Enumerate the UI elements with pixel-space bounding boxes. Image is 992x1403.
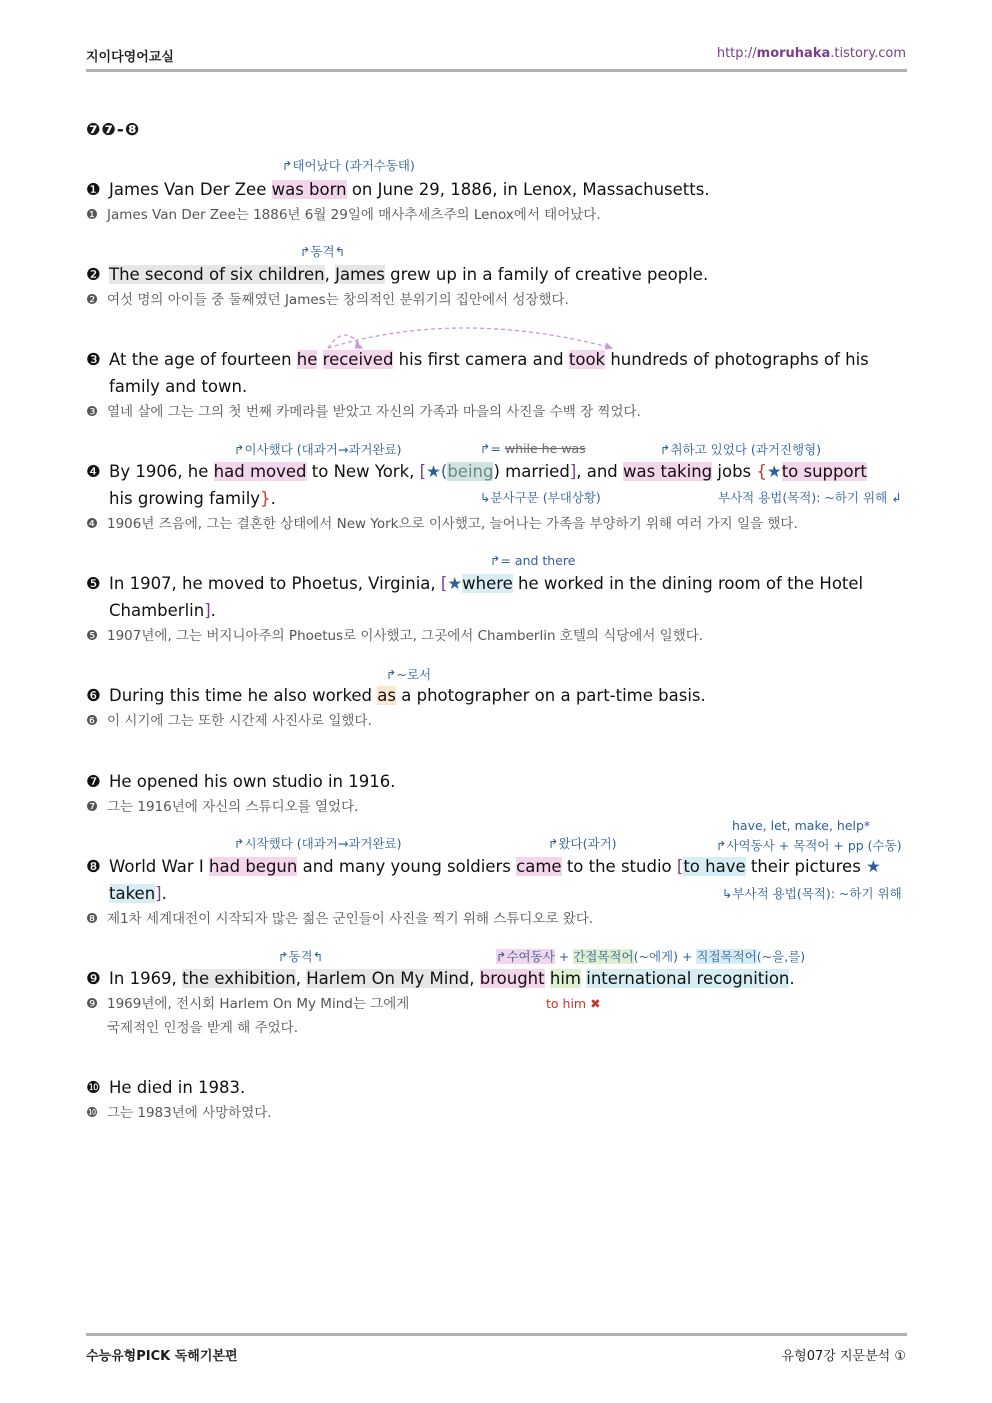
note-s8-d: ↱사역동사 + 목적어 + pp (수동): [716, 838, 902, 853]
url-suffix: .tistory.com: [830, 46, 906, 61]
note-s8-a: ↱시작했다 (대과거→과거완료): [234, 836, 402, 851]
header-divider: [86, 69, 907, 72]
note-s8-b: ↱왔다(과거): [548, 836, 617, 851]
note-s8-e: ↳부사적 용법(목적): ~하기 위해: [722, 886, 902, 901]
sentence-1-ko: ❶ James Van Der Zee는 1886년 6월 29일에 매사추세츠주의 Lenox에서 태어났다.: [86, 207, 601, 223]
sentence-7-en: ❼ He opened his own studio in 1916.: [86, 772, 396, 791]
url-bold: moruhaka: [756, 46, 831, 61]
sentence-3-ko: ❸ 열네 살에 그는 그의 첫 번째 카메라를 받았고 자신의 가족과 마을의 사진을 수백 장 찍었다.: [86, 404, 641, 420]
sentence-9-ko-cont: 국제적인 인정을 받게 해 주었다.: [107, 1020, 298, 1036]
note-s9-a: ↱동격↰: [278, 949, 324, 964]
sentence-8-en-cont: taken].: [109, 884, 167, 903]
sentence-10-ko: ❿ 그는 1983년에 사망하였다.: [86, 1105, 272, 1121]
footer-lesson: 유형07강 지문분석 ①: [781, 1349, 906, 1364]
sentence-5-en: ❺ In 1907, he moved to Phoetus, Virginia, [★where he worked in the dining room of the Hotel: [86, 574, 864, 593]
note-s8-c: have, let, make, help*: [732, 818, 871, 833]
sentence-4-en: ❹ By 1906, he had moved to New York, [★(being) married], and was taking jobs {★to support: [86, 462, 867, 481]
note-s2: ↱동격↰: [300, 244, 346, 259]
sentence-2-ko: ❷ 여섯 명의 아이들 중 둘째였던 James는 창의적인 분위기의 집안에서 성장했다.: [86, 292, 569, 308]
sentence-10-en: ❿ He died in 1983.: [86, 1078, 246, 1097]
note-s4-b: ↱= while he was: [480, 441, 586, 456]
sentence-6-en: ❻ During this time he also worked as a photographer on a part-time basis.: [86, 686, 706, 705]
note-s6: ↱~로서: [386, 667, 432, 682]
note-s4-e: 부사적 용법(목적): ~하기 위해 ↲: [718, 490, 902, 505]
header-url[interactable]: [717, 46, 906, 61]
section-tag: ❼❼-❽: [86, 120, 141, 140]
footer-book-title: 수능유형PICK 독해기본편: [86, 1349, 238, 1364]
sentence-5-en-cont: Chamberlin].: [109, 601, 216, 620]
sentence-3-en-cont: family and town.: [109, 377, 248, 396]
sentence-4-en-cont: his growing family}.: [109, 489, 276, 508]
note-s9-red: to him ✖: [546, 996, 601, 1011]
sentence-8-ko: ❽ 제1차 세계대전이 시작되자 많은 젊은 군인들이 사진을 찍기 위해 스튜디오로 왔다.: [86, 911, 594, 927]
sentence-4-ko: ❹ 1906년 즈음에, 그는 결혼한 상태에서 New York으로 이사했고, 늘어나는 가족을 부양하기 위해 여러 가지 일을 했다.: [86, 516, 798, 532]
sentence-3-en: ❸ At the age of fourteen he received his first camera and took hundreds of photographs of his: [86, 350, 869, 369]
note-s4-a: ↱이사했다 (대과거→과거완료): [234, 442, 402, 457]
sentence-5-ko: ❺ 1907년에, 그는 버지니아주의 Phoetus로 이사했고, 그곳에서 Chamberlin 호텔의 식당에서 일했다.: [86, 628, 704, 644]
header-title: 지이다영어교실: [86, 50, 174, 65]
sentence-9-ko: ❾ 1969년에, 전시회 Harlem On My Mind는 그에게: [86, 996, 410, 1012]
footer-divider: [86, 1333, 907, 1336]
sentence-8-en: ❽ World War I had begun and many young soldiers came to the studio [to have their pictures ★: [86, 857, 881, 876]
sentence-6-ko: ❻ 이 시기에 그는 또한 시간제 사진사로 일했다.: [86, 713, 372, 729]
note-s4-d: ↳분사구문 (부대상황): [480, 490, 601, 505]
sentence-1-en: ❶ James Van Der Zee was born on June 29, 1886, in Lenox, Massachusetts.: [86, 180, 710, 199]
sentence-2-en: ❷ The second of six children, James grew up in a family of creative people.: [86, 265, 709, 284]
note-s1: ↱태어났다 (과거수동태): [282, 158, 415, 173]
note-s5: ↱= and there: [490, 553, 576, 568]
sentence-9-en: ❾ In 1969, the exhibition, Harlem On My Mind, brought him international recognition.: [86, 969, 795, 988]
sentence-7-ko: ❼ 그는 1916년에 자신의 스튜디오를 열었다.: [86, 799, 359, 815]
note-s9-b: ↱수여동사 + 간접목적어(~에게) + 직접목적어(~을,를): [496, 949, 806, 964]
url-prefix: http://: [716, 46, 757, 61]
note-s4-c: ↱취하고 있었다 (과거진행형): [660, 442, 821, 457]
